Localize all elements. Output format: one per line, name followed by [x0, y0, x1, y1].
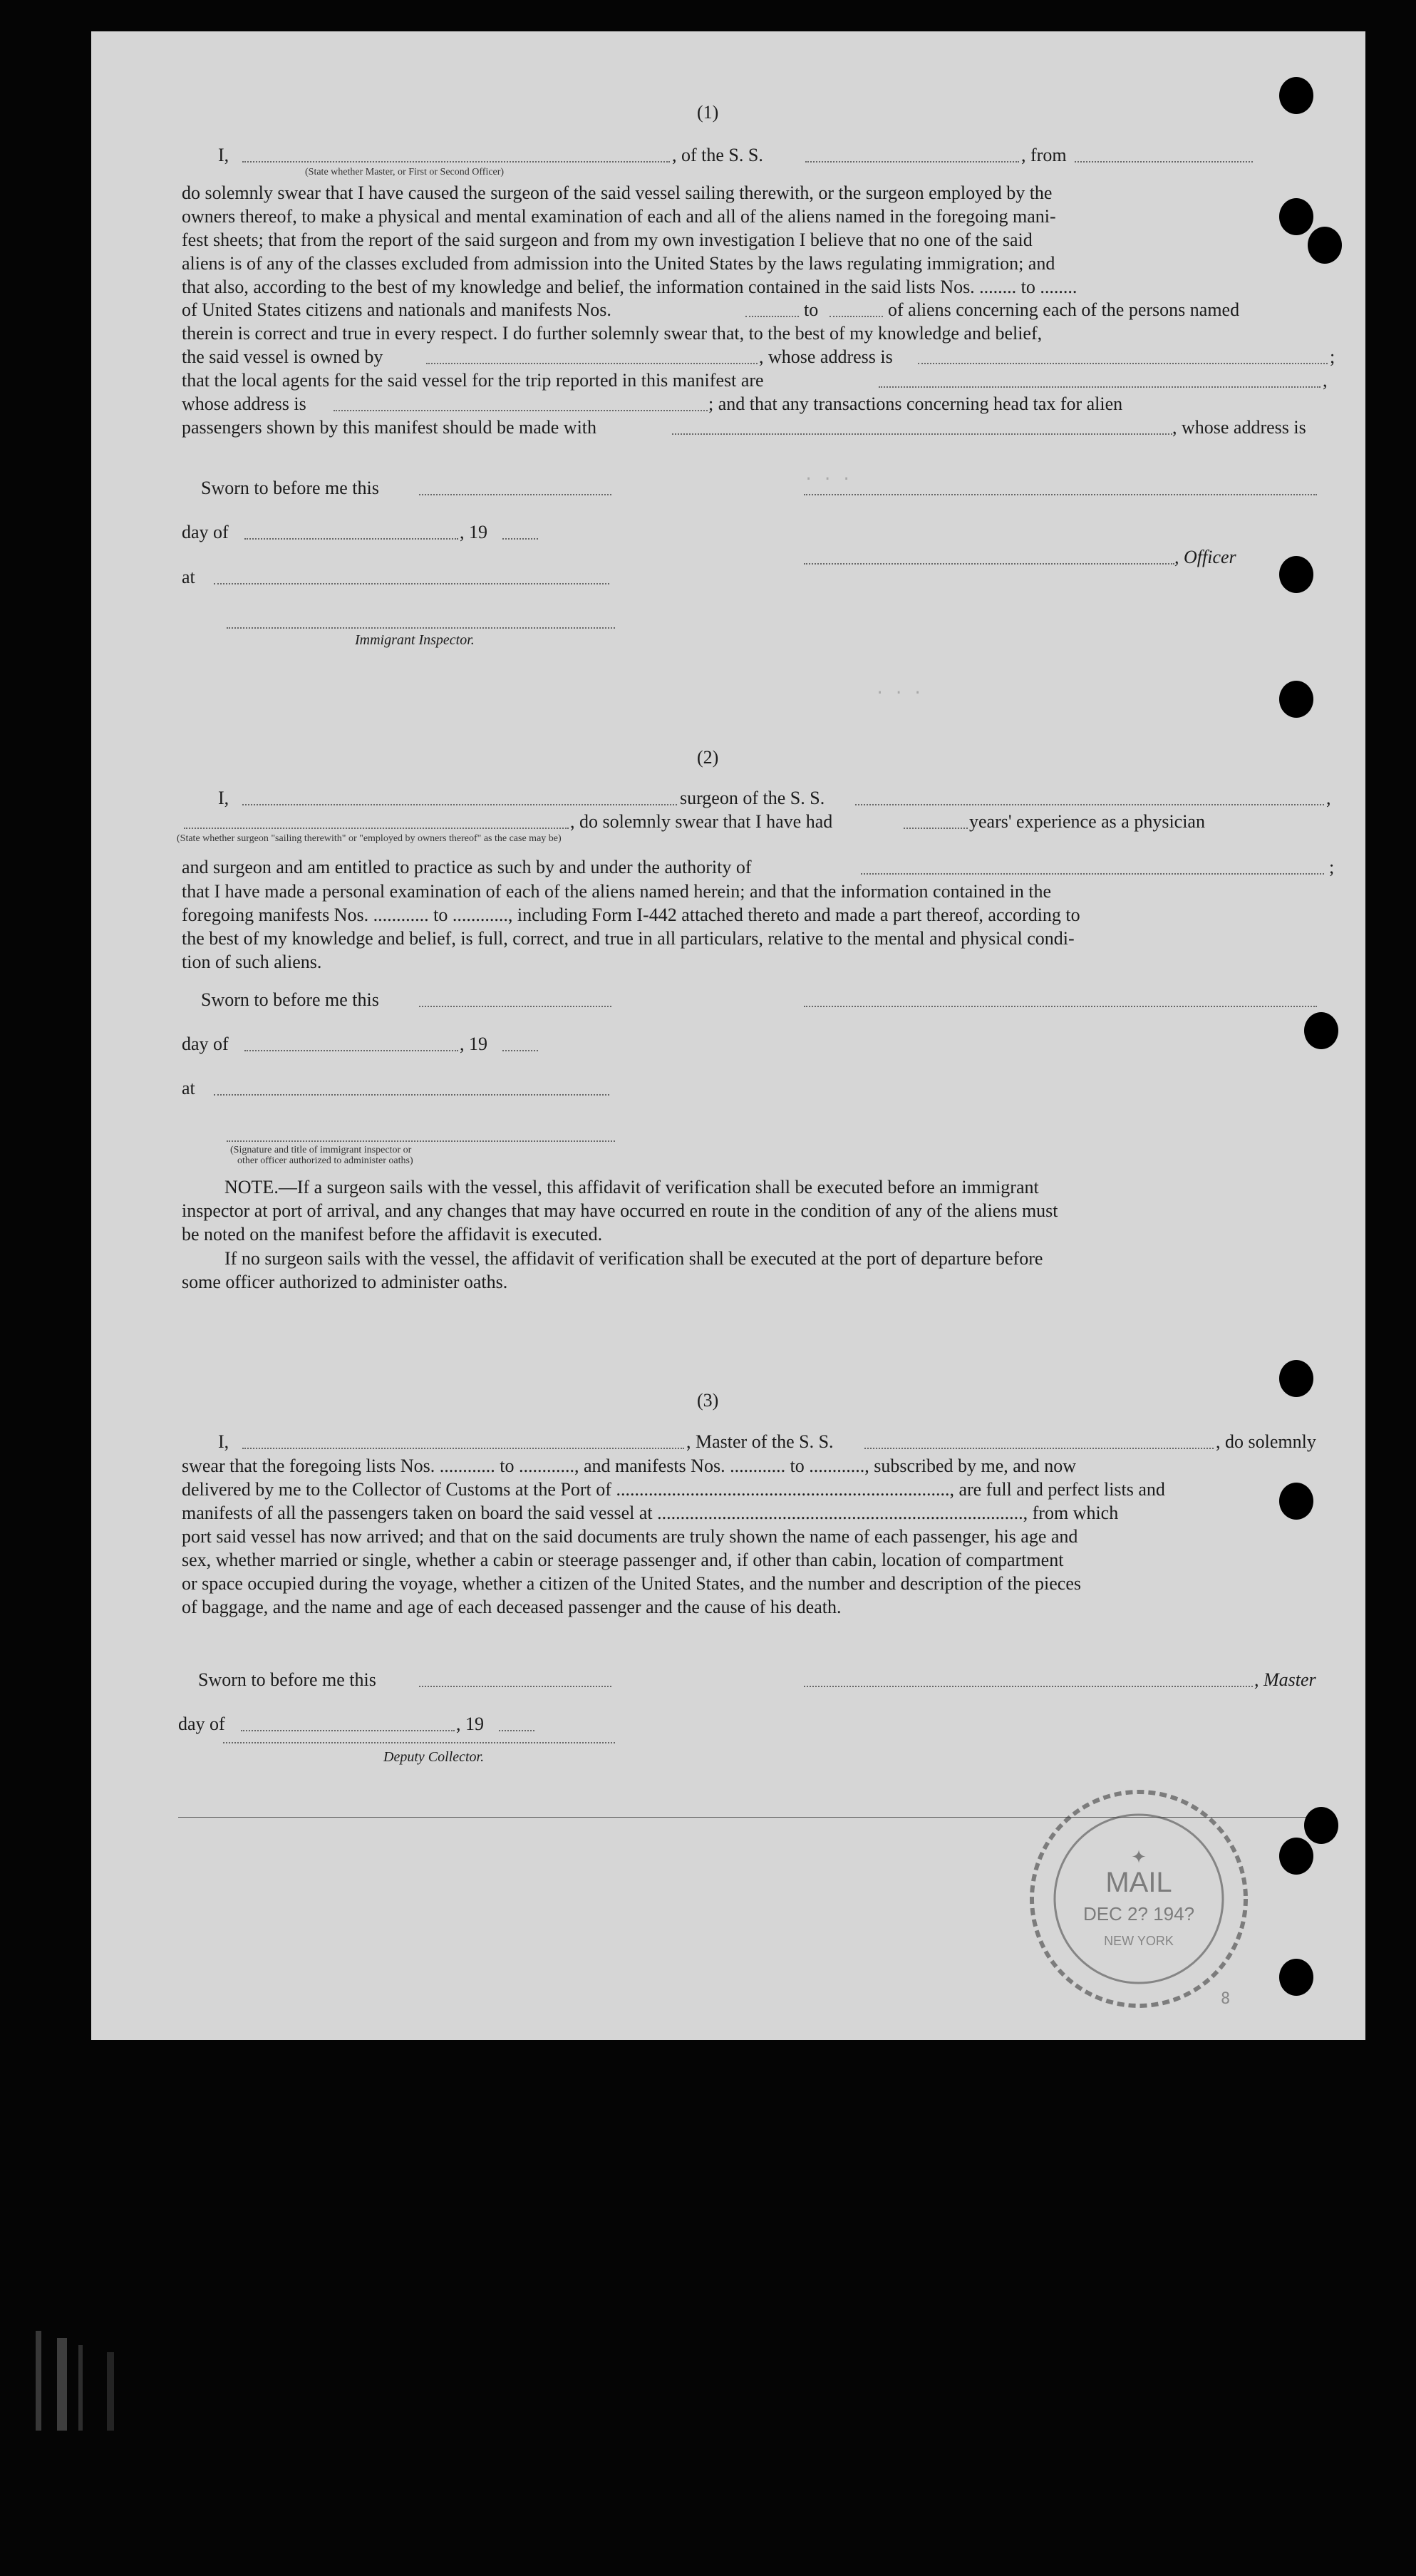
stamp-date: DEC 2? 194? — [1082, 1903, 1195, 1925]
sworn1-label: Sworn to before me this — [201, 478, 379, 498]
bleed-through: . . . — [804, 466, 852, 484]
from-port-blank — [1075, 161, 1253, 163]
punch-hole — [1279, 1838, 1313, 1875]
s3-ship-blank — [864, 1448, 1214, 1449]
section1-body-line: do solemnly swear that I have caused the surgeon of the said vessel sailing therewith, or the surgeon employed by the — [182, 182, 1053, 203]
collector-label: Deputy Collector. — [383, 1749, 485, 1765]
punch-hole — [1279, 1360, 1313, 1397]
punch-hole — [1279, 1959, 1313, 1996]
at2-blank — [214, 1094, 609, 1096]
manifest-to-blank — [830, 316, 883, 317]
agents-blank — [879, 386, 1321, 388]
oath-i: I, — [218, 145, 229, 165]
line9-b: , — [1323, 370, 1328, 391]
note-line: be noted on the manifest before the affidavit is executed. — [182, 1224, 603, 1245]
at1-label: at — [182, 567, 195, 587]
agents-address-blank — [334, 410, 708, 411]
section3-body-line: sex, whether married or single, whether a cabin or steerage passenger and, if other than cabin, location of compartment — [182, 1550, 1064, 1570]
line10-a: whose address is — [182, 393, 306, 414]
at2-label: at — [182, 1078, 195, 1098]
day3-blank — [241, 1730, 455, 1731]
sworn3-blank — [419, 1686, 611, 1687]
scan-streaks — [21, 2331, 164, 2431]
surgeon-signature-blank — [804, 1006, 1317, 1007]
officer-signature-blank — [804, 494, 1317, 495]
s2-surgeon-label: surgeon of the S. S. — [680, 788, 825, 808]
section1-body-line: fest sheets; that from the report of the said surgeon and from my own investigation I believe that no one of the said — [182, 230, 1033, 250]
section2-body — [182, 880, 1336, 974]
s2-comma: , — [1326, 788, 1331, 808]
s2-i: I, — [218, 788, 229, 808]
line10-b: ; and that any transactions concerning head tax for alien — [708, 393, 1123, 414]
section3-body-line: delivered by me to the Collector of Customs at the Port of ........................................................................, are full and perfect lists and — [182, 1479, 1165, 1500]
line11-a: passengers shown by this manifest should be made with — [182, 417, 597, 438]
section2-body-line: tion of such aliens. — [182, 952, 322, 972]
postmark-stamp — [1018, 1785, 1260, 2013]
note-line: NOTE.—If a surgeon sails with the vessel, this affidavit of verification shall be executed before an immigrant — [224, 1177, 1039, 1197]
oath-from-label: , from — [1021, 145, 1067, 165]
oath-ship-label: , of the S. S. — [672, 145, 763, 165]
officer-name-blank — [242, 161, 670, 163]
punch-hole — [1279, 556, 1313, 593]
line8-b: , whose address is — [759, 346, 893, 367]
year3-blank — [499, 1730, 534, 1731]
line6-b: to — [804, 299, 819, 320]
master-label: , Master — [1254, 1669, 1316, 1690]
year1-blank — [502, 538, 538, 540]
s2-line3-a: and surgeon and am entitled to practice as such by and under the authority of — [182, 857, 752, 877]
day1-label: day of — [182, 522, 229, 542]
section1-body-line: aliens is of any of the classes excluded from admission into the United States by the laws regulating immigration; and — [182, 253, 1055, 274]
manifest-from-blank — [745, 316, 799, 317]
day1-blank — [244, 538, 458, 540]
line8-c: ; — [1330, 346, 1335, 367]
sworn2-label: Sworn to before me this — [201, 989, 379, 1010]
footer-mark: 8 — [1221, 1990, 1231, 2008]
section3-body-line: manifests of all the passengers taken on board the said vessel at ..............................................................................., from which — [182, 1503, 1119, 1523]
section3-body-line: port said vessel has now arrived; and that on the said documents are truly shown the name of each passenger, his age and — [182, 1526, 1078, 1547]
master-signature-blank — [804, 1686, 1253, 1687]
section2-body-line: foregoing manifests Nos. ............ to ............, including Form I-442 attached thereto and made a part thereof, according to — [182, 905, 1080, 925]
s2-signature-line — [227, 1140, 615, 1142]
punch-hole — [1279, 77, 1313, 114]
note2-line: If no surgeon sails with the vessel, the affidavit of verification shall be executed at the port of departure before — [224, 1248, 1043, 1269]
section3-body — [182, 1454, 1336, 1619]
owner-address-blank — [918, 363, 1328, 364]
punch-hole — [1308, 227, 1342, 264]
s2-signer-line2: other officer authorized to administer oaths) — [237, 1155, 413, 1166]
year2-blank — [502, 1050, 538, 1051]
section3-body-line: swear that the foregoing lists Nos. ............ to ............, and manifests Nos. ............ to ............, subscribed by me, and now — [182, 1456, 1077, 1476]
punch-hole — [1279, 1483, 1313, 1520]
year3-label: , 19 — [456, 1714, 484, 1734]
officer-line — [804, 563, 1174, 565]
year2-label: , 19 — [460, 1034, 487, 1054]
note2-line: some officer authorized to administer oaths. — [182, 1272, 508, 1292]
punch-hole — [1304, 1012, 1338, 1049]
line9-a: that the local agents for the said vessel for the trip reported in this manifest are — [182, 370, 764, 391]
inspector-label: Immigrant Inspector. — [355, 632, 475, 648]
surgeon-status-blank — [184, 828, 569, 829]
bleed-through: . . . — [875, 680, 923, 698]
note-paragraph — [182, 1175, 1336, 1246]
manifest-sheet — [91, 31, 1365, 2040]
collector-signature-line — [223, 1742, 615, 1743]
punch-hole — [1279, 681, 1313, 718]
head-tax-blank — [672, 433, 1172, 435]
sworn1-blank — [419, 494, 611, 495]
svg-text:✦: ✦ — [1131, 1846, 1147, 1867]
authority-blank — [861, 873, 1324, 875]
section2-body-line: the best of my knowledge and belief, is full, correct, and true in all particulars, relative to the mental and physical condi- — [182, 928, 1075, 949]
day3-label: day of — [178, 1714, 225, 1734]
oath-note: (State whether Master, or First or Second Officer) — [305, 167, 505, 177]
s3-do-solemnly: , do solemnly — [1216, 1431, 1316, 1452]
note-line: inspector at port of arrival, and any changes that may have occurred en route in the condition of any of the aliens must — [182, 1200, 1058, 1221]
s3-master-of-label: , Master of the S. S. — [686, 1431, 834, 1452]
stamp-mail: MAIL — [1105, 1867, 1172, 1898]
sworn3-label: Sworn to before me this — [198, 1669, 376, 1690]
years-blank — [904, 828, 968, 829]
section2-body-line: that I have made a personal examination of each of the aliens named herein; and that the information contained in the — [182, 881, 1052, 902]
s2-line3-b: ; — [1329, 857, 1335, 877]
section2-number: (2) — [697, 747, 719, 768]
day2-blank — [244, 1050, 458, 1051]
section1-body-line: owners thereof, to make a physical and mental examination of each and all of the aliens named in the foregoing mani- — [182, 206, 1056, 227]
sworn2-blank — [419, 1006, 611, 1007]
line6-a: of United States citizens and nationals and manifests Nos. — [182, 299, 611, 320]
section1-body-line: that also, according to the best of my knowledge and belief, the information contained in the said lists Nos. ........ to ........ — [182, 277, 1077, 297]
master-name-blank — [242, 1448, 684, 1449]
surgeon-name-blank — [242, 804, 677, 805]
section1-number: (1) — [697, 102, 719, 123]
line7: therein is correct and true in every respect. I do further solemnly swear that, to the best of my knowledge and belief, — [182, 323, 1043, 344]
section3-number: (3) — [697, 1390, 719, 1411]
punch-hole — [1279, 198, 1313, 235]
at1-blank — [214, 583, 609, 584]
note-paragraph-2 — [182, 1247, 1336, 1294]
day2-label: day of — [182, 1034, 229, 1054]
ship-name-blank — [805, 161, 1019, 163]
s2-ship-blank — [855, 804, 1324, 805]
s2-line2-b: years' experience as a physician — [969, 811, 1205, 832]
s2-note: (State whether surgeon "sailing therewith" or "employed by owners thereof" as the case may be) — [177, 833, 562, 844]
section3-body-line: of baggage, and the name and age of each deceased passenger and the cause of his death. — [182, 1597, 842, 1617]
section3-body-line: or space occupied during the voyage, whether a citizen of the United States, and the number and description of the pieces — [182, 1573, 1082, 1594]
s2-line2-a: , do solemnly swear that I have had — [570, 811, 833, 832]
line11-b: , whose address is — [1172, 417, 1306, 438]
s3-i: I, — [218, 1431, 229, 1452]
line8-a: the said vessel is owned by — [182, 346, 383, 367]
s2-signer-line1: (Signature and title of immigrant inspector or — [230, 1145, 412, 1155]
owner-blank — [426, 363, 758, 364]
line6-c: of aliens concerning each of the persons named — [888, 299, 1240, 320]
officer-label: , Officer — [1174, 547, 1236, 567]
stamp-city: NEW YORK — [1104, 1934, 1174, 1948]
year1-label: , 19 — [460, 522, 487, 542]
section1-body — [182, 181, 1336, 299]
punch-hole — [1304, 1807, 1338, 1844]
